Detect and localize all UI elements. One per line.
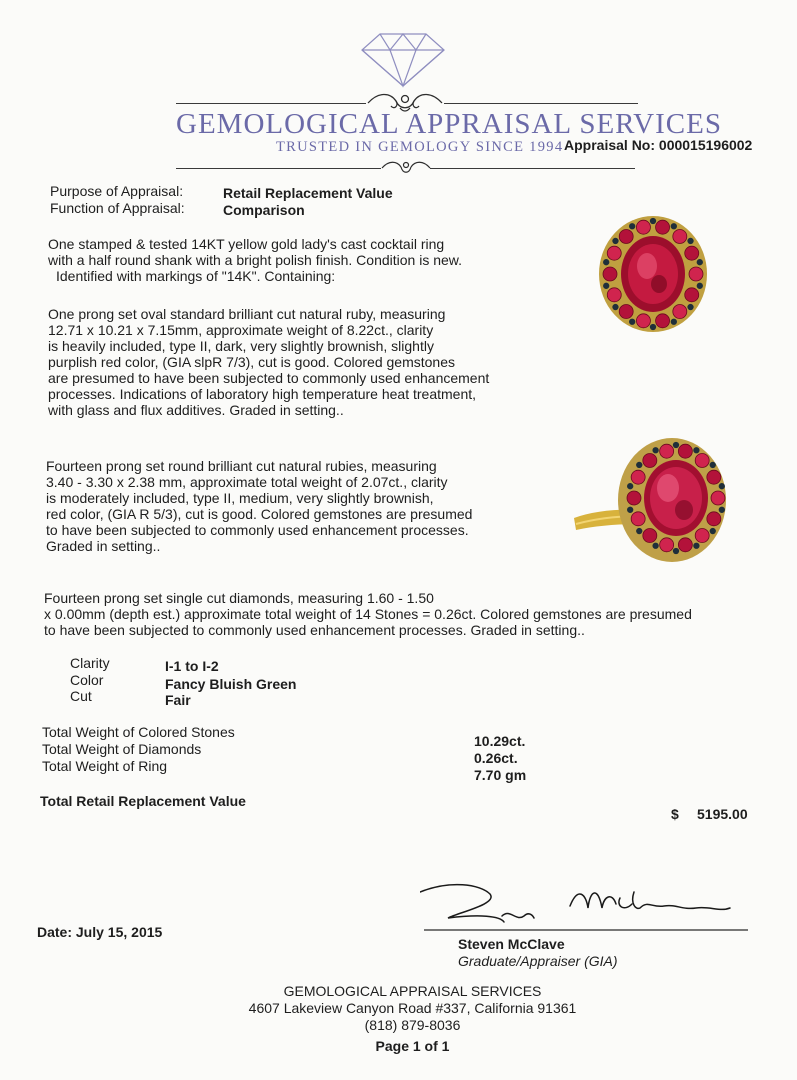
halo-diamond-stone <box>673 442 679 448</box>
footer-address: 4607 Lakeview Canyon Road #337, California 91361 <box>248 1000 577 1016</box>
footer-phone: (818) 879-8036 <box>364 1017 461 1033</box>
description-line: One stamped & tested 14KT yellow gold lady's cast cocktail ring <box>48 236 445 252</box>
halo-diamond-stone <box>687 304 693 310</box>
center-ruby-line: processes. Indications of laboratory high temperature heat treatment, <box>48 386 477 402</box>
halo-diamond-stone <box>697 283 703 289</box>
halo-diamond-stone <box>612 238 618 244</box>
halo-diamond-stone <box>697 259 703 265</box>
halo-diamond-stone <box>710 528 716 534</box>
center-ruby-description <box>48 306 489 418</box>
halo-ruby-stone <box>673 229 687 243</box>
accent-rubies-line: Graded in setting.. <box>46 538 161 554</box>
total-ring-weight-value: 7.70 gm <box>474 767 527 783</box>
total-colored-stones-value: 10.29ct. <box>474 733 526 749</box>
halo-ruby-stone <box>619 305 633 319</box>
grading-color-value: Fancy Bluish Green <box>165 676 297 692</box>
accent-rubies-line: is moderately included, type II, medium, very slightly brownish, <box>46 490 434 506</box>
diamonds-line: to have been subjected to commonly used enhancement processes. Graded in setting.. <box>44 622 585 638</box>
diamonds-line: Fourteen prong set single cut diamonds, measuring 1.60 - 1.50 <box>44 590 434 606</box>
halo-diamond-stone <box>603 259 609 265</box>
center-ruby-line: purplish red color, (GIA slpR 7/3), cut is good. Colored gemstones <box>48 354 455 370</box>
ruby-ring-top-view-photo <box>597 214 709 334</box>
tagline-rule-right <box>430 168 635 169</box>
halo-diamond-stone <box>693 447 699 453</box>
retail-currency: $ <box>671 806 679 822</box>
footer-company: GEMOLOGICAL APPRAISAL SERVICES <box>283 983 542 999</box>
center-ruby-line: with glass and flux additives. Graded in setting.. <box>48 402 344 418</box>
grading-cut-label: Cut <box>70 688 92 704</box>
halo-diamond-stone <box>629 223 635 229</box>
function-value: Comparison <box>223 202 305 218</box>
halo-ruby-stone <box>695 453 709 467</box>
accent-rubies-description <box>46 458 472 554</box>
halo-diamond-stone <box>603 283 609 289</box>
halo-ruby-stone <box>627 491 641 505</box>
tagline-rule-left <box>176 168 381 169</box>
description-line: with a half round shank with a bright polish finish. Condition is new. <box>48 252 463 268</box>
halo-ruby-stone <box>656 220 670 234</box>
halo-ruby-stone <box>685 288 699 302</box>
center-ruby-line: is heavily included, type II, dark, very slightly brownish, slightly <box>48 338 434 354</box>
total-diamonds-label: Total Weight of Diamonds <box>42 741 202 757</box>
halo-ruby-stone <box>656 314 670 328</box>
halo-diamond-stone <box>652 447 658 453</box>
halo-diamond-stone <box>693 543 699 549</box>
diamond-outline-icon <box>360 30 446 88</box>
header-rule-left <box>176 103 366 104</box>
halo-ruby-stone <box>607 288 621 302</box>
halo-diamond-stone <box>612 304 618 310</box>
ring-description <box>48 236 462 284</box>
halo-diamond-stone <box>636 462 642 468</box>
halo-diamond-stone <box>687 238 693 244</box>
halo-ruby-stone <box>607 246 621 260</box>
halo-ruby-stone <box>643 453 657 467</box>
total-ring-weight-label: Total Weight of Ring <box>42 758 168 774</box>
halo-ruby-stone <box>603 267 617 281</box>
halo-diamond-stone <box>673 548 679 554</box>
halo-ruby-stone <box>711 491 725 505</box>
halo-diamond-stone <box>652 543 658 549</box>
center-ruby-line: 12.71 x 10.21 x 7.15mm, approximate weight of 8.22ct., clarity <box>48 322 434 338</box>
halo-ruby-stone <box>707 512 721 526</box>
accent-rubies-line: Fourteen prong set round brilliant cut natural rubies, measuring <box>46 458 437 474</box>
center-ruby-line: One prong set oval standard brilliant cut natural ruby, measuring <box>48 306 446 322</box>
halo-diamond-stone <box>719 483 725 489</box>
accent-rubies-line: red color, (GIA R 5/3), cut is good. Colored gemstones are presumed <box>46 506 473 522</box>
halo-ruby-stone <box>643 529 657 543</box>
halo-ruby-stone <box>636 314 650 328</box>
ornamental-scroll-small-icon <box>381 158 431 178</box>
halo-diamond-stone <box>671 319 677 325</box>
halo-diamond-stone <box>627 507 633 513</box>
purpose-value: Retail Replacement Value <box>223 185 393 201</box>
header-rule-right <box>444 103 638 104</box>
total-diamonds-value: 0.26ct. <box>474 750 518 766</box>
grading-clarity-value: I-1 to I-2 <box>165 658 219 674</box>
signatory-title: Graduate/Appraiser (GIA) <box>458 953 618 969</box>
halo-diamond-stone <box>629 319 635 325</box>
center-ruby-line: are presumed to have been subjected to commonly used enhancement <box>48 370 490 386</box>
halo-ruby-stone <box>631 470 645 484</box>
appraisal-date: Date: July 15, 2015 <box>37 924 163 940</box>
halo-diamond-stone <box>671 223 677 229</box>
grading-clarity-label: Clarity <box>70 655 110 671</box>
halo-ruby-stone <box>695 529 709 543</box>
grading-color-label: Color <box>70 672 104 688</box>
halo-diamond-stone <box>627 483 633 489</box>
page-number: Page 1 of 1 <box>375 1038 450 1054</box>
purpose-label: Purpose of Appraisal: <box>50 183 184 199</box>
description-line: Identified with markings of "14K". Containing: <box>56 268 336 284</box>
halo-ruby-stone <box>660 444 674 458</box>
retail-amount: 5195.00 <box>697 806 748 822</box>
halo-ruby-stone <box>673 305 687 319</box>
diamonds-line: x 0.00mm (depth est.) approximate total weight of 14 Stones = 0.26ct. Colored gemstones are presumed <box>44 606 692 622</box>
accent-rubies-line: 3.40 - 3.30 x 2.38 mm, approximate total weight of 2.07ct., clarity <box>46 474 448 490</box>
signatory-name: Steven McClave <box>458 936 565 952</box>
handwritten-signature <box>420 878 750 938</box>
halo-diamond-stone <box>650 218 656 224</box>
appraisal-number: Appraisal No: 000015196002 <box>564 137 753 153</box>
halo-ruby-stone <box>707 470 721 484</box>
halo-diamond-stone <box>636 528 642 534</box>
company-name: GEMOLOGICAL APPRAISAL SERVICES <box>176 108 722 140</box>
ruby-ring-side-view-photo <box>572 436 728 564</box>
halo-ruby-stone <box>689 267 703 281</box>
halo-ruby-stone <box>660 538 674 552</box>
diamonds-description <box>44 590 692 638</box>
company-tagline: TRUSTED IN GEMOLOGY SINCE 1994 <box>276 139 564 155</box>
halo-ruby-stone <box>678 444 692 458</box>
halo-ruby-stone <box>678 538 692 552</box>
halo-diamond-stone <box>710 462 716 468</box>
halo-diamond-stone <box>650 324 656 330</box>
retail-value-label: Total Retail Replacement Value <box>40 793 246 809</box>
total-colored-stones-label: Total Weight of Colored Stones <box>42 724 235 740</box>
halo-ruby-stone <box>685 246 699 260</box>
grading-cut-value: Fair <box>165 692 191 708</box>
function-label: Function of Appraisal: <box>50 200 185 216</box>
halo-ruby-stone <box>636 220 650 234</box>
accent-rubies-line: to have been subjected to commonly used enhancement processes. <box>46 522 469 538</box>
halo-diamond-stone <box>719 507 725 513</box>
halo-ruby-stone <box>619 229 633 243</box>
halo-ruby-stone <box>631 512 645 526</box>
